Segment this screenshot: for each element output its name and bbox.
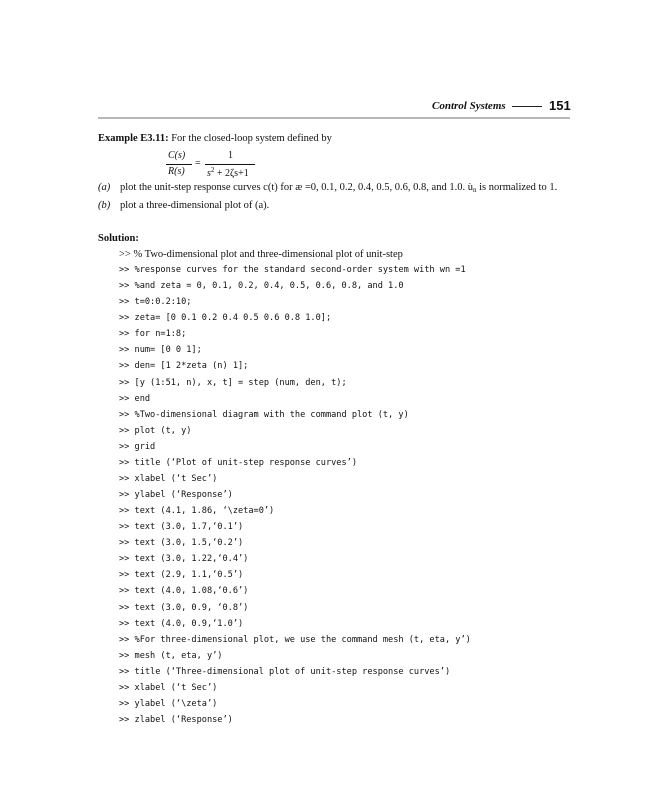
header-dash-rule [512, 106, 542, 107]
code-line: >> title (‘Three-dimensional plot of unit-step response curves’) [119, 666, 451, 677]
part-a-subscript: n [472, 186, 477, 194]
part-a-text [120, 182, 557, 194]
code-line: >> grid [119, 441, 156, 452]
code-line: >> zlabel (‘Response’) [119, 715, 233, 725]
part-a-body: plot the unit-step response curves c(t) for æ =0, 0.1, 0.2, 0.4, 0.5, 0.6, 0.8, and 1.0. ù [120, 182, 473, 193]
code-line: >> text (3.0, 1.22,‘0.4’) [119, 554, 249, 565]
example-intro: For the closed-loop system defined by [171, 133, 332, 144]
eq-rhs-fraction-bar [205, 164, 255, 165]
eq-exponent: 2 [210, 166, 215, 174]
code-line: >> end [119, 393, 151, 404]
code-line: >> %For three-dimensional plot, we use the command mesh (t, eta, y’) [119, 634, 471, 645]
code-line: >> text (3.0, 1.5,‘0.2’) [119, 538, 244, 549]
eq-lhs-denominator: R(s) [168, 166, 185, 177]
code-line: >> t=0:0.2:10; [119, 297, 192, 308]
eq-rhs-numerator: 1 [228, 150, 233, 161]
code-line: >> text (2.9, 1.1,‘0.5’) [119, 570, 244, 581]
part-a-tail: is normalized to 1. [476, 182, 558, 193]
code-line: >> text (4.1, 1.86, ‘\zeta=0’) [119, 506, 275, 517]
code-line: >> den= [1 2*zeta (n) 1]; [119, 361, 249, 372]
code-line: >> text (3.0, 1.7,‘0.1’) [119, 522, 244, 533]
code-line: >> %response curves for the standard second-order system with wn =1 [119, 265, 466, 275]
eq-equals: = [195, 158, 201, 169]
code-line: >> text (3.0, 0.9, ‘0.8’) [119, 602, 249, 613]
page-number: 151 [549, 98, 571, 113]
code-line: >> %Two-dimensional diagram with the command plot (t, y) [119, 409, 409, 420]
code-line: >> %and zeta = 0, 0.1, 0.2, 0.4, 0.5, 0.6, 0.8, and 1.0 [119, 281, 404, 292]
code-line: >> [y (1:51, n), x, t] = step (num, den, t); [119, 377, 347, 388]
part-b-text: plot a three-dimensional plot of (a). [120, 200, 270, 211]
code-line: >> zeta= [0 0.1 0.2 0.4 0.5 0.6 0.8 1.0]; [119, 313, 332, 324]
code-line: >> mesh (t, eta, y’) [119, 650, 223, 661]
solution-label: Solution: [98, 233, 139, 244]
example-heading [98, 133, 332, 144]
running-header-title: Control Systems [432, 100, 506, 112]
code-line: >> text (4.0, 0.9,‘1.0’) [119, 618, 244, 629]
code-line: >> title (‘Plot of unit-step response curves’) [119, 457, 357, 468]
eq-rhs-denominator [207, 166, 249, 179]
code-line: >> plot (t, y) [119, 425, 192, 436]
code-line: >> ylabel (‘Response’) [119, 490, 233, 500]
code-line: >> num= [0 0 1]; [119, 345, 202, 356]
solution-first-line: >> % Two-dimensional plot and three-dimensional plot of unit-step [119, 249, 403, 260]
code-line: >> xlabel (‘t Sec’) [119, 682, 218, 693]
part-b-marker: (b) [98, 200, 111, 211]
eq-rhs-den-rest: + 2ζs+1 [214, 168, 249, 179]
example-label: Example E3.11: [98, 133, 169, 144]
eq-lhs-numerator: C(s) [168, 150, 186, 161]
part-a-marker: (a) [98, 182, 111, 193]
code-line: >> text (4.0, 1.08,‘0.6’) [119, 586, 249, 597]
eq-s-var: s [207, 168, 211, 179]
header-rule [98, 117, 570, 119]
eq-lhs-fraction-bar [166, 164, 192, 165]
code-line: >> for n=1:8; [119, 329, 187, 340]
code-line: >> ylabel (‘\zeta’) [119, 698, 218, 709]
code-line: >> xlabel (‘t Sec’) [119, 473, 218, 484]
